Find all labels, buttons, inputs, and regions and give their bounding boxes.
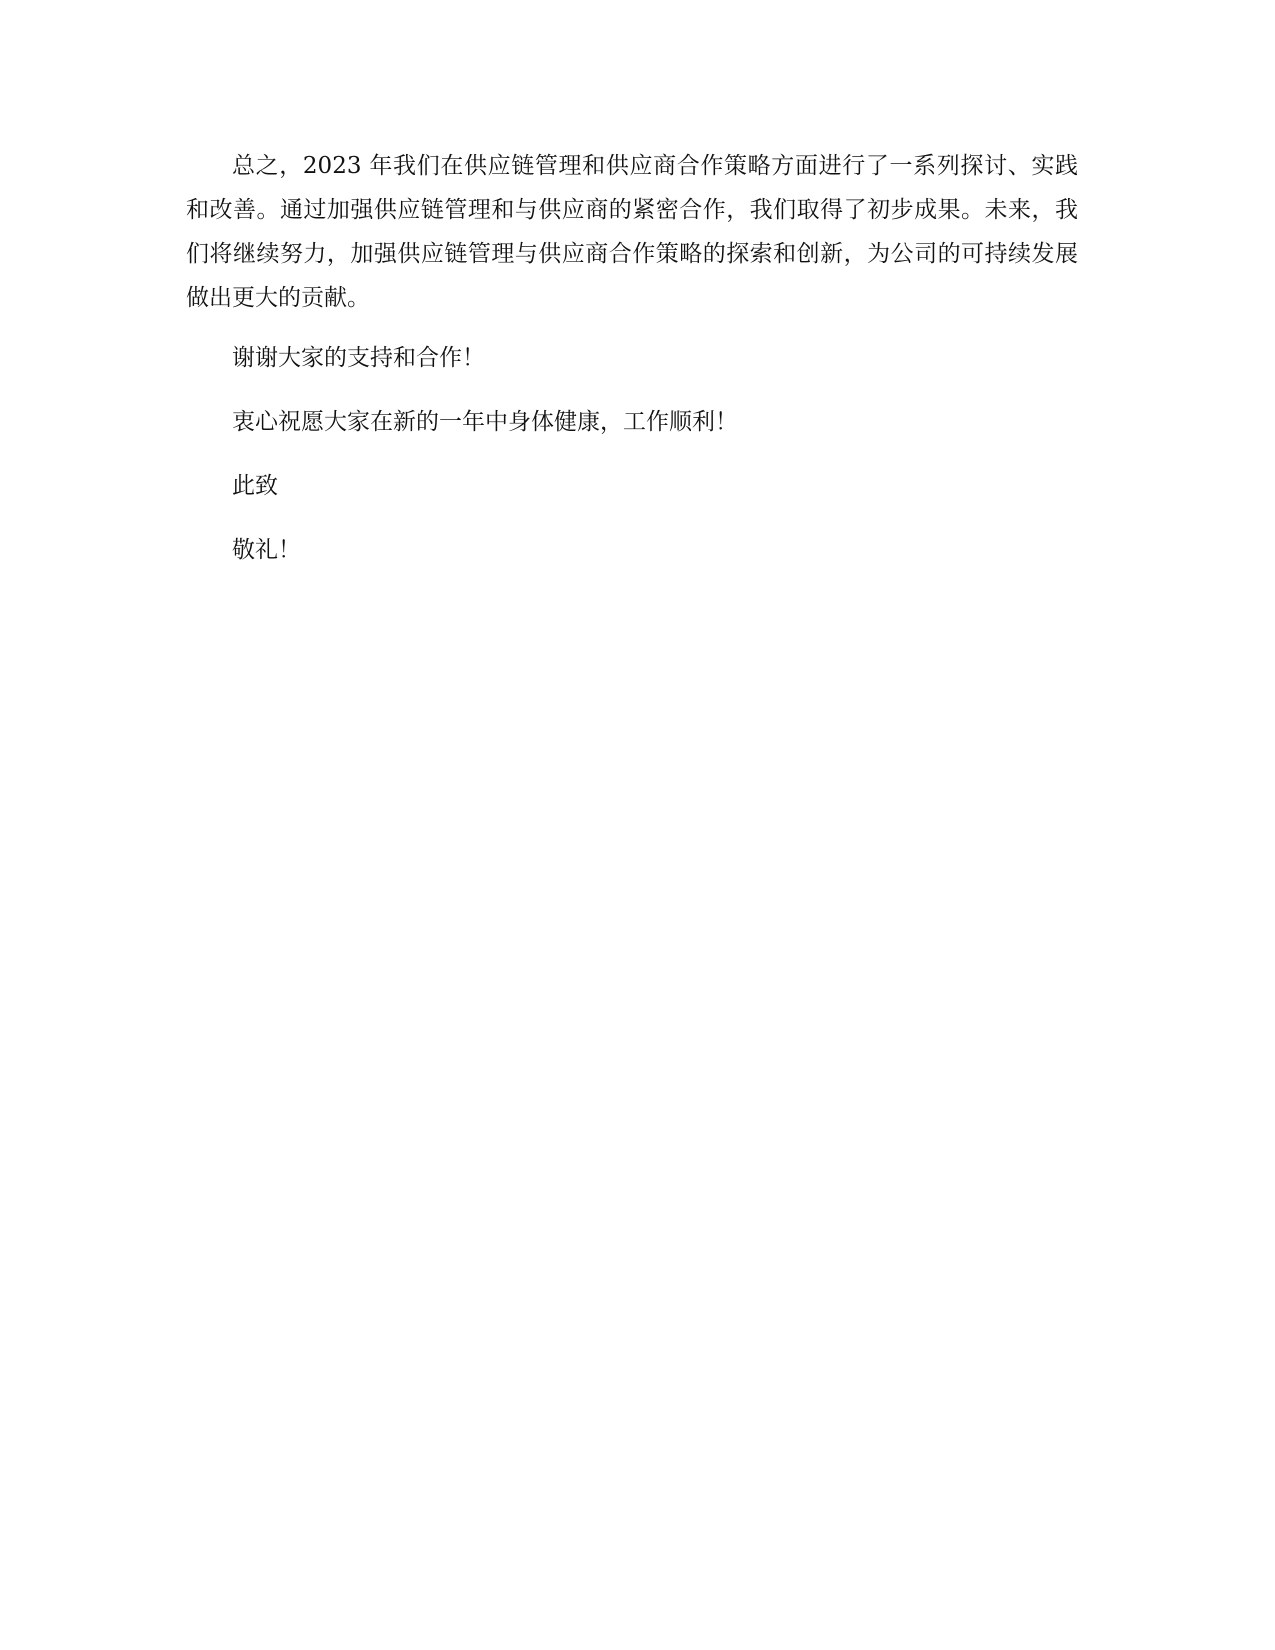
- document-body: [186, 144, 1078, 592]
- summary-paragraph: 总之，2023 年我们在供应链管理和供应商合作策略方面进行了一系列探讨、实践和改善。通过加强供应链管理和与供应商的紧密合作，我们取得了初步成果。未来，我们将继续努力，加强供应链管理与供应商合作策略的探索和创新，为公司的可持续发展做出更大的贡献。: [186, 153, 1078, 311]
- closing-salutation: 此致: [232, 473, 278, 499]
- closing-regards: 敬礼！: [232, 537, 301, 563]
- wishes-line: 衷心祝愿大家在新的一年中身体健康，工作顺利！: [232, 409, 738, 435]
- thanks-line: 谢谢大家的支持和合作！: [232, 345, 485, 371]
